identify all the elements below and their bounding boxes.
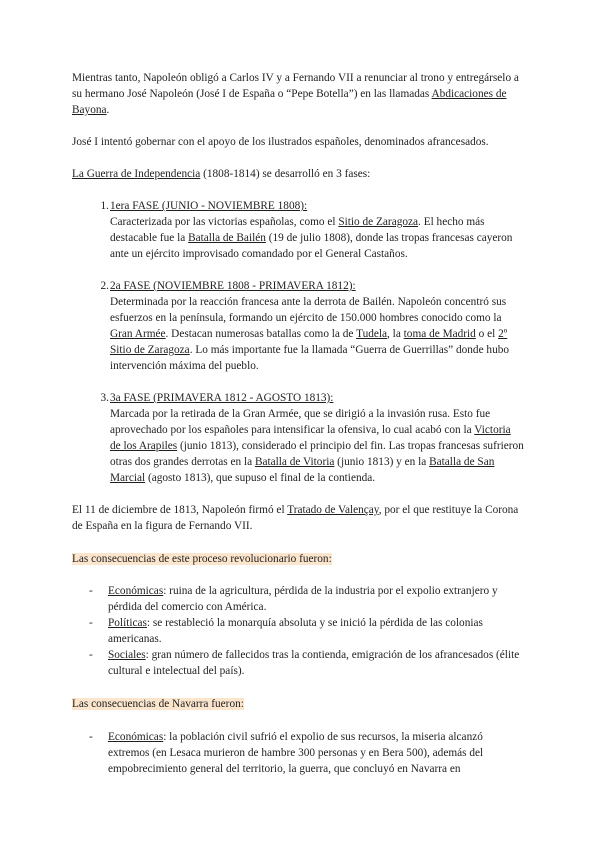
text-span: Caracterizada por las victorias españolas, como el	[110, 216, 339, 228]
list-dash: -	[89, 649, 93, 661]
list-dash: -	[89, 617, 93, 629]
text-span: : ruina de la agricultura, pérdida de la industria por el expolio extranjero y pérdida del comercio con América.	[108, 585, 498, 613]
list-item-text	[108, 647, 524, 679]
text-span: (agosto 1813), que supuso el final de la contienda.	[145, 472, 376, 484]
text-span: . El hecho más destacable fue la	[110, 216, 485, 244]
section-heading-consequences	[72, 551, 524, 567]
text-span: (junio 1813) y en la	[334, 456, 430, 468]
link-toma-de-madrid[interactable]: toma de Madrid	[403, 328, 476, 340]
link-sitio-de-zaragoza[interactable]: Sitio de Zaragoza	[338, 216, 419, 228]
text-span: Marcada por la retirada de la Gran Armée, que se dirigió a la invasión rusa. Esto fue aprovechado por los españoles para intensificar la ofensiva, lo cual acabó con la	[110, 408, 491, 436]
text-span: o el	[475, 328, 499, 340]
paragraph-war-intro	[72, 166, 524, 182]
paragraph-treaty	[72, 502, 524, 534]
text-span: Mientras tanto, Napoleón obligó a Carlos IV y a Fernando VII a renunciar al trono y entregárselo a su hermano José Napoleón (José I de España o “Pepe Botella”) en las llamadas	[72, 72, 519, 100]
text-span: (19 de julio 1808), donde las tropas francesas cayeron ante un ejército improvisado comandado por el General Castaños.	[110, 232, 513, 260]
link-batalla-de-san-marcial[interactable]: Batalla de San Marcial	[110, 456, 495, 484]
link-guerra-de-independencia[interactable]: La Guerra de Independencia	[72, 168, 201, 180]
phase-title: 1era FASE (JUNIO - NOVIEMBRE 1808):	[110, 200, 308, 212]
list-dash: -	[89, 585, 93, 597]
phase-content	[89, 198, 524, 262]
link-tudela[interactable]: Tudela	[356, 328, 388, 340]
phase-content	[89, 278, 524, 374]
text-span: : la población civil sufrió el expolio de sus recursos, la miseria alcanzó extremos (en Lesaca murieron de hambre 300 personas y en Bera 500), además del empobrecimiento general del territorio, la guerra, que concluyó en Navarra en	[108, 731, 484, 775]
highlighted-heading: Las consecuencias de Navarra fueron:	[72, 698, 244, 710]
text-span: El 11 de diciembre de 1813, Napoleón firmó el	[72, 504, 288, 516]
paragraph-jose-i: José I intentó gobernar con el apoyo de los ilustrados españoles, denominados afrancesados.	[72, 136, 489, 148]
phase-title: 2a FASE (NOVIEMBRE 1808 - PRIMAVERA 1812):	[110, 280, 356, 292]
text-span: . Destacan numerosas batallas como la de	[165, 328, 357, 340]
section-heading-navarra	[72, 696, 524, 712]
paragraph-abdications	[72, 70, 524, 118]
list-number: 3.	[100, 392, 109, 404]
link-victoria-de-los-arapiles[interactable]: Victoria de los Arapiles	[110, 424, 511, 452]
text-span: .	[106, 104, 110, 116]
highlighted-heading: Las consecuencias de este proceso revolucionario fueron:	[72, 553, 332, 565]
list-dash: -	[89, 731, 93, 743]
item-label: Económicas	[108, 585, 164, 597]
text-span: Determinada por la reacción francesa ante la derrota de Bailén. Napoleón concentró sus esfuerzos en la península, formando un ejército de 150.000 hombres conocido como la	[110, 296, 507, 324]
list-item-text	[108, 583, 524, 615]
text-span: . Lo más importante fue la llamada “Guerra de Guerrillas” donde hubo intervención máxima del pueblo.	[110, 344, 510, 372]
text-span: , la	[387, 328, 404, 340]
link-tratado-de-valencay[interactable]: Tratado de Valençay	[287, 504, 379, 516]
text-span: , por el que restituye la Corona de España en la figura de Fernando VII.	[72, 504, 519, 532]
phase-content	[89, 390, 524, 486]
link-2-sitio-de-zaragoza[interactable]: 2º Sitio de Zaragoza	[110, 328, 508, 356]
list-item-text	[108, 729, 524, 777]
link-abdicaciones-de-bayona[interactable]: Abdicaciones de Bayona	[72, 88, 507, 116]
link-gran-armee[interactable]: Gran Armée	[110, 328, 166, 340]
text-span: (1808-1814) se desarrolló en 3 fases:	[200, 168, 371, 180]
text-span: (junio 1813), considerado el principio del fin. Las tropas francesas sufrieron otras dos grandes derrotas en la	[110, 440, 524, 468]
text-span: : gran número de fallecidos tras la contienda, emigración de los afrancesados (élite cultural e intelectual del país).	[108, 649, 520, 677]
text-span: : se restableció la monarquía absoluta y se inició la pérdida de las colonias americanas.	[108, 617, 483, 645]
item-label: Sociales	[108, 649, 146, 661]
item-label: Políticas	[108, 617, 147, 629]
phase-title: 3a FASE (PRIMAVERA 1812 - AGOSTO 1813):	[110, 392, 334, 404]
link-batalla-de-bailen[interactable]: Batalla de Bailén	[188, 232, 266, 244]
list-number: 1.	[100, 200, 109, 212]
link-batalla-de-vitoria[interactable]: Batalla de Vitoria	[254, 456, 335, 468]
list-number: 2.	[100, 280, 109, 292]
list-item-text	[108, 615, 524, 647]
item-label: Económicas	[108, 731, 164, 743]
